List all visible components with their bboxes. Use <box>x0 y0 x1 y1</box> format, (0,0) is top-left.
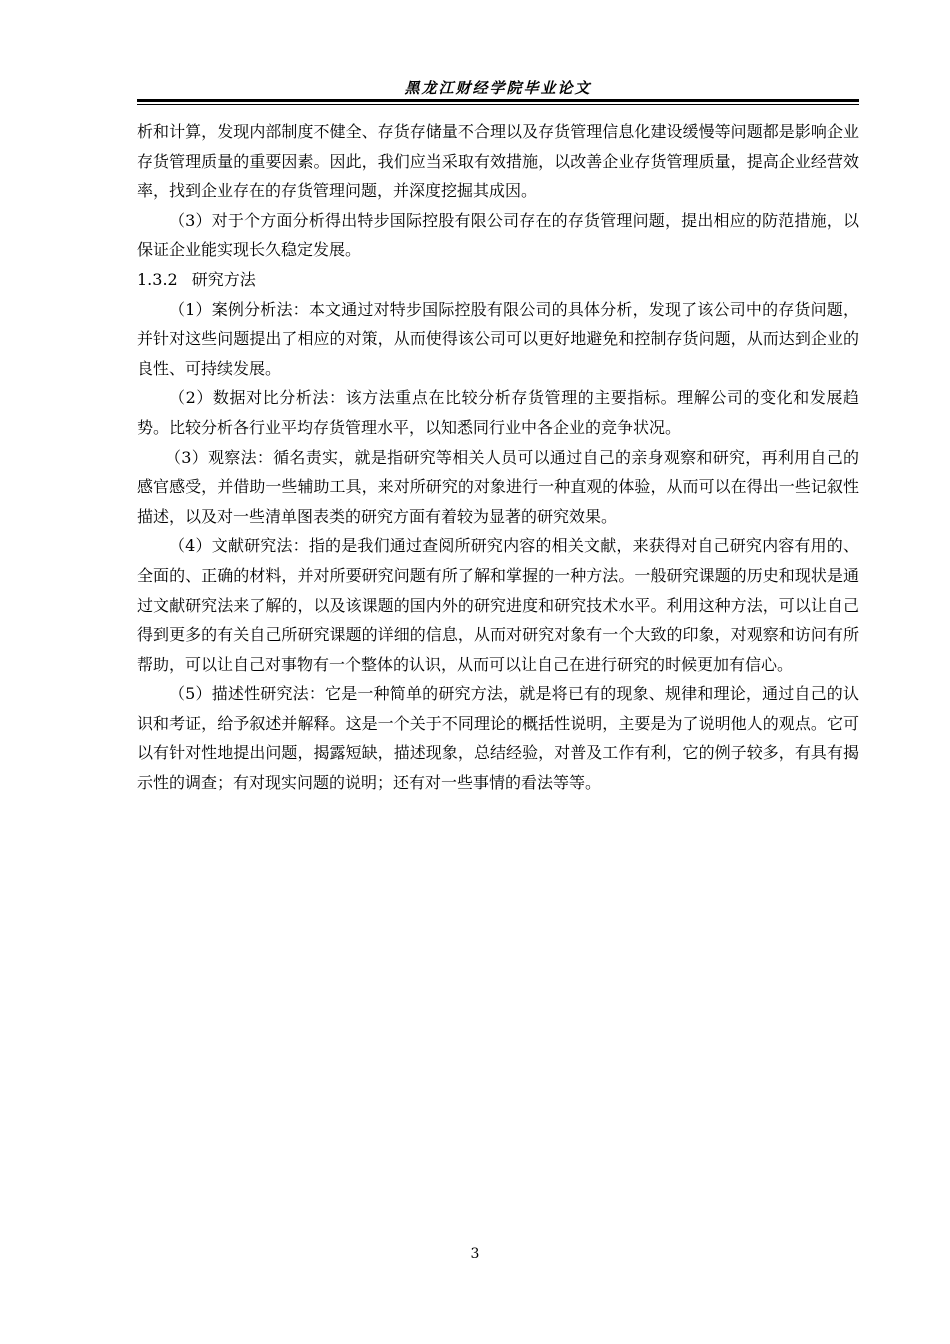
header-rule-thick <box>137 99 859 102</box>
body-content <box>137 117 859 798</box>
header-title: 黑龙江财经学院毕业论文 <box>404 79 592 97</box>
paragraph-item-3: （3）对于个方面分析得出特步国际控股有限公司存在的存货管理问题，提出相应的防范措施，以保证企业能实现长久稳定发展。 <box>137 210 859 260</box>
page-header <box>137 78 859 102</box>
section-title: 研究方法 <box>191 269 256 289</box>
header-rule-thin <box>137 104 859 105</box>
paragraph-literature: （4）文献研究法：指的是我们通过查阅所研究内容的相关文献，来获得对自己研究内容有用的、全面的、正确的材料，并对所要研究问题有所了解和掌握的一种方法。一般研究课题的历史和现状是通过文献研究法来了解的，以及该课题的国内外的研究进度和研究技术水平。利用这种方法，可以让自己得到更多的有关自己所研究课题的详细的信息，从而对研究对象有一个大致的印象，对观察和访问有所帮助，可以让自己对事物有一个整体的认识，从而可以让自己在进行研究的时候更加有信心。 <box>137 536 859 674</box>
page-number: 3 <box>470 1246 480 1262</box>
paragraph-descriptive: （5）描述性研究法：它是一种简单的研究方法，就是将已有的现象、规律和理论，通过自己的认识和考证，给予叙述并解释。这是一个关于不同理论的概括性说明，主要是为了说明他人的观点。它可以有针对性地提出问题，揭露短缺，描述现象，总结经验，对普及工作有利，它的例子较多，有具有揭示性的调查；有对现实问题的说明；还有对一些事情的看法等等。 <box>137 684 859 793</box>
paragraph-case-analysis: （1）案例分析法：本文通过对特步国际控股有限公司的具体分析，发现了该公司中的存货问题，并针对这些问题提出了相应的对策，从而使得该公司可以更好地避免和控制存货问题，从而达到企业的良性、可持续发展。 <box>137 299 859 378</box>
paragraph-data-comparison: （2）数据对比分析法：该方法重点在比较分析存货管理的主要指标。理解公司的变化和发展趋势。比较分析各行业平均存货管理水平，以知悉同行业中各企业的竞争状况。 <box>137 388 859 437</box>
paragraph-continuation: 析和计算，发现内部制度不健全、存货存储量不合理以及存货管理信息化建设缓慢等问题都是影响企业存货管理质量的重要因素。因此，我们应当采取有效措施，以改善企业存货管理质量，提高企业经营效率，找到企业存在的存货管理问题，并深度挖掘其成因。 <box>137 122 859 201</box>
paragraph-observation: （3）观察法：循名责实，就是指研究等相关人员可以通过自己的亲身观察和研究，再利用自己的感官感受，并借助一些辅助工具，来对所研究的对象进行一种直观的体验，从而可以在得出一些记叙性描述，以及对一些清单图表类的研究方面有着较为显著的研究效果。 <box>137 447 859 526</box>
section-number: 1.3.2 <box>137 269 178 289</box>
section-heading <box>137 265 859 295</box>
